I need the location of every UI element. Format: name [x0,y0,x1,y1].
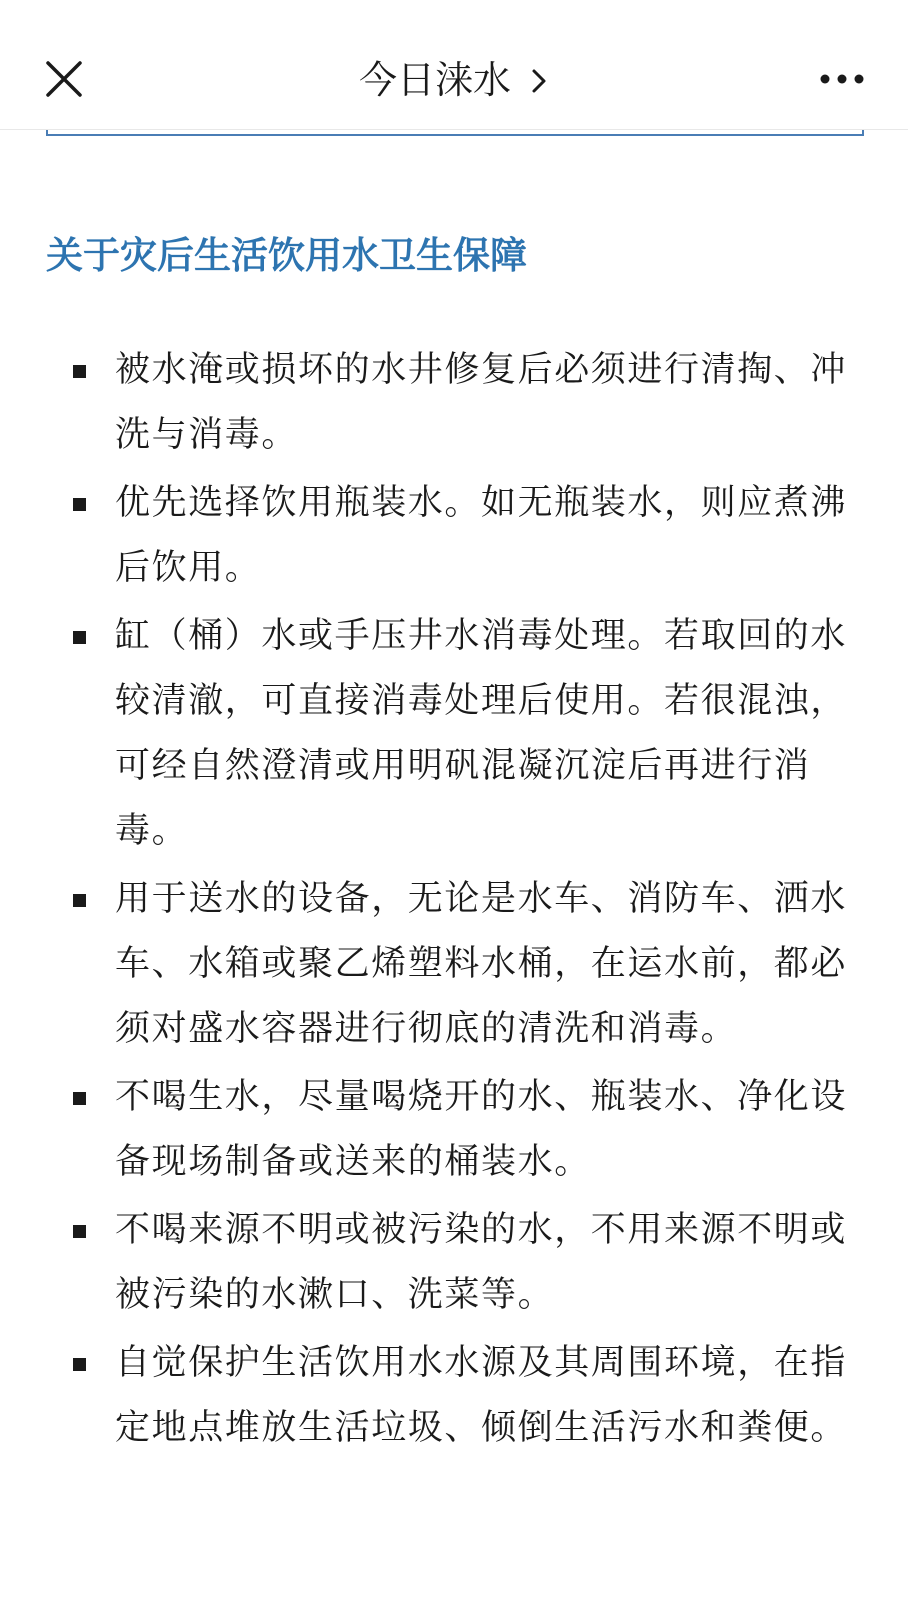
list-item-text: 不喝生水，尽量喝烧开的水、瓶装水、净化设备现场制备或送来的桶装水。 [115,1077,848,1182]
list-item-text: 被水淹或损坏的水井修复后必须进行清掏、冲洗与消毒。 [115,350,848,455]
list-item [0,1198,908,1328]
bullet-icon [73,631,86,644]
list-item [0,471,908,601]
section-heading: 关于灾后生活饮用水卫生保障 [46,234,527,277]
list-item-text: 优先选择饮用瓶装水。如无瓶装水，则应煮沸后饮用。 [115,483,848,588]
list-item [0,1331,908,1461]
bullet-icon [73,1358,86,1371]
top-navigation-bar [0,0,908,130]
bullet-icon [73,498,86,511]
bullet-icon [73,894,86,907]
list-item [0,867,908,1062]
list-item-text: 用于送水的设备，无论是水车、消防车、洒水车、水箱或聚乙烯塑料水桶，在运水前，都必须对盛水容器进行彻底的清洗和消毒。 [115,879,848,1049]
account-title-link[interactable] [0,52,908,111]
list-item [0,338,908,468]
bullet-icon [73,365,86,378]
page-title: 今日涞水 [358,58,511,102]
list-item-text: 自觉保护生活饮用水水源及其周围环境，在指定地点堆放生活垃圾、倾倒生活污水和粪便。 [115,1343,848,1448]
chevron-right-icon [529,55,549,111]
list-item [0,1065,908,1195]
bullet-icon [73,1225,86,1238]
more-options-button[interactable] [818,62,868,96]
list-item-text: 缸（桶）水或手压井水消毒处理。若取回的水较清澈，可直接消毒处理后使用。若很混浊，可经自然澄清或用明矾混凝沉淀后再进行消毒。 [115,616,848,851]
bullet-icon [73,1092,86,1105]
list-item [0,604,908,864]
more-horizontal-icon [818,62,868,96]
bullet-list [0,338,908,1464]
list-item-text: 不喝来源不明或被污染的水，不用来源不明或被污染的水漱口、洗菜等。 [115,1210,848,1315]
